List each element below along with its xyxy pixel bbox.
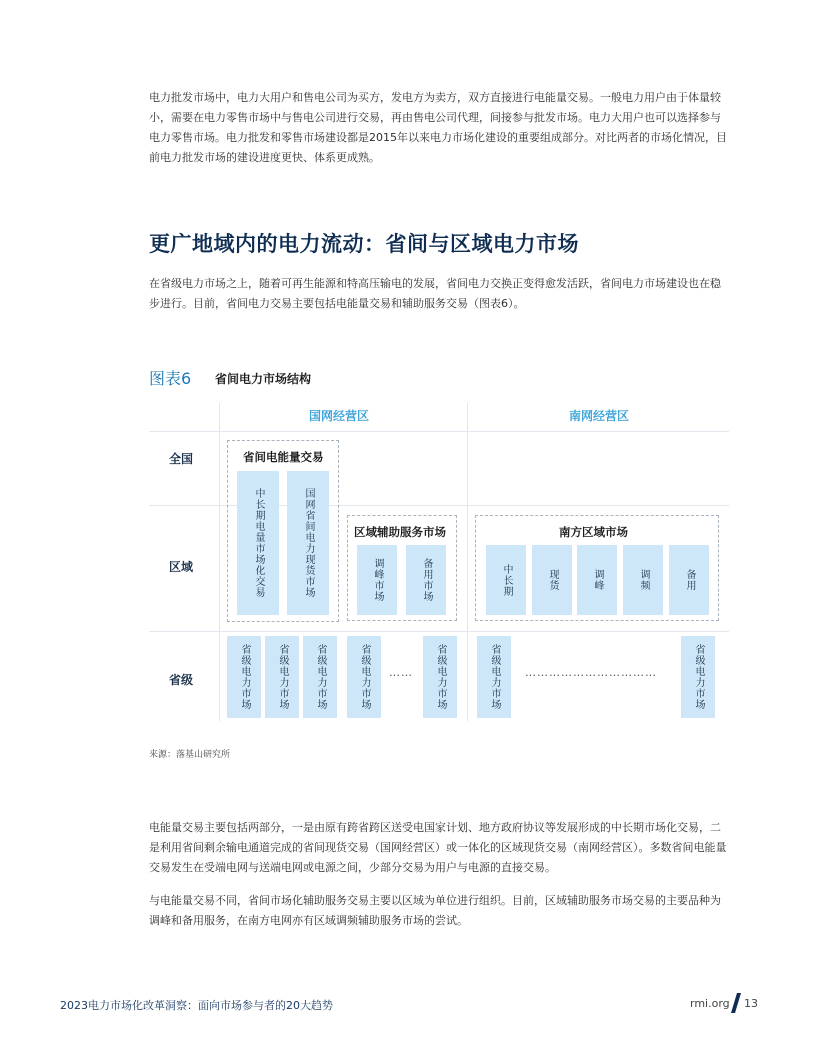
provincial-market-cell: 省级电力市场 bbox=[227, 636, 261, 718]
figure-number: 图表6 bbox=[149, 369, 192, 388]
figure-title: 省间电力市场结构 bbox=[215, 372, 312, 386]
provincial-market-cell: 省级电力市场 bbox=[265, 636, 299, 718]
southern-reserve-cell: 备用 bbox=[669, 545, 709, 615]
grid-divider-header bbox=[149, 431, 729, 432]
footer-report-title: 2023电力市场化改革洞察：面向市场参与者的20大趋势 bbox=[60, 999, 333, 1012]
peak-regulation-cell: 调峰市场 bbox=[357, 545, 397, 615]
ellipsis-southern-grid: …………………………… bbox=[525, 666, 657, 679]
page-number: 13 bbox=[744, 997, 758, 1010]
ellipsis-state-grid: …… bbox=[389, 666, 413, 679]
provincial-market-cell: 省级电力市场 bbox=[303, 636, 337, 718]
provincial-market-cell: 省级电力市场 bbox=[681, 636, 715, 718]
region-header-state-grid: 国网经营区 bbox=[309, 409, 370, 423]
footer-site-link[interactable]: rmi.org bbox=[690, 997, 730, 1010]
provincial-market-cell: 省级电力市场 bbox=[423, 636, 457, 718]
grid-divider-regional bbox=[149, 631, 729, 632]
grid-divider-regions bbox=[467, 403, 468, 721]
regional-aux-title: 区域辅助服务市场 bbox=[354, 525, 446, 539]
section-heading: 更广地域内的电力流动：省间与区域电力市场 bbox=[149, 232, 579, 256]
ancillary-paragraph: 与电能量交易不同，省间市场化辅助服务交易主要以区域为单位进行组织。目前，区域辅助服务市场交易的主要品种为调峰和备用服务，在南方电网亦有区域调频辅助服务市场的尝试。 bbox=[149, 894, 721, 927]
intro-paragraph: 电力批发市场中，电力大用户和售电公司为买方，发电方为卖方，双方直接进行电能量交易。一般电力用户由于体量较小，需要在电力零售市场中与售电公司进行交易，再由售电公司代理，间接参与批发市场。电力大用户也可以选择参与电力零售市场。电力批发和零售市场建设都是2015年以来电力市场化建设的重要组成部分。对比两者的市场化情况，目前电力批发市场的建设进度更快、体系更成熟。 bbox=[149, 91, 727, 164]
market-structure-diagram bbox=[149, 395, 729, 725]
spot-market-cell: 国网省间电力现货市场 bbox=[287, 471, 329, 615]
southern-frequency-cell: 调频 bbox=[623, 545, 663, 615]
southern-peak-cell: 调峰 bbox=[577, 545, 617, 615]
figure-source: 来源：落基山研究所 bbox=[149, 750, 231, 760]
row-label-national: 全国 bbox=[169, 452, 194, 466]
inter-provincial-energy-title: 省间电能量交易 bbox=[243, 450, 324, 464]
region-header-southern-grid: 南网经营区 bbox=[569, 409, 630, 423]
mid-long-term-trade-cell: 中长期电量市场化交易 bbox=[237, 471, 279, 615]
energy-trade-paragraph: 电能量交易主要包括两部分，一是由原有跨省跨区送受电国家计划、地方政府协议等发展形成的中长期市场化交易，二是利用省间剩余输电通道完成的省间现货交易（国网经营区）或一体化的区域现货交易（南网经营区）。多数省间电能量交易发生在受端电网与送端电网或电源之间，少部分交易为用户与电源的直接交易。 bbox=[149, 821, 727, 874]
grid-divider-label-column bbox=[219, 403, 220, 721]
row-label-regional: 区域 bbox=[169, 560, 194, 574]
reserve-cell: 备用市场 bbox=[406, 545, 446, 615]
row-label-provincial: 省级 bbox=[169, 673, 194, 687]
section-paragraph: 在省级电力市场之上，随着可再生能源和特高压输电的发展，省间电力交换正变得愈发活跃，省间电力市场建设也在稳步进行。目前，省间电力交易主要包括电能量交易和辅助服务交易（图表6）。 bbox=[149, 277, 721, 310]
slash-divider-icon bbox=[731, 993, 741, 1013]
southern-market-title: 南方区域市场 bbox=[559, 525, 628, 539]
provincial-market-cell: 省级电力市场 bbox=[347, 636, 381, 718]
southern-mid-long-term-cell: 中长期 bbox=[486, 545, 526, 615]
southern-spot-cell: 现货 bbox=[532, 545, 572, 615]
provincial-market-cell: 省级电力市场 bbox=[477, 636, 511, 718]
